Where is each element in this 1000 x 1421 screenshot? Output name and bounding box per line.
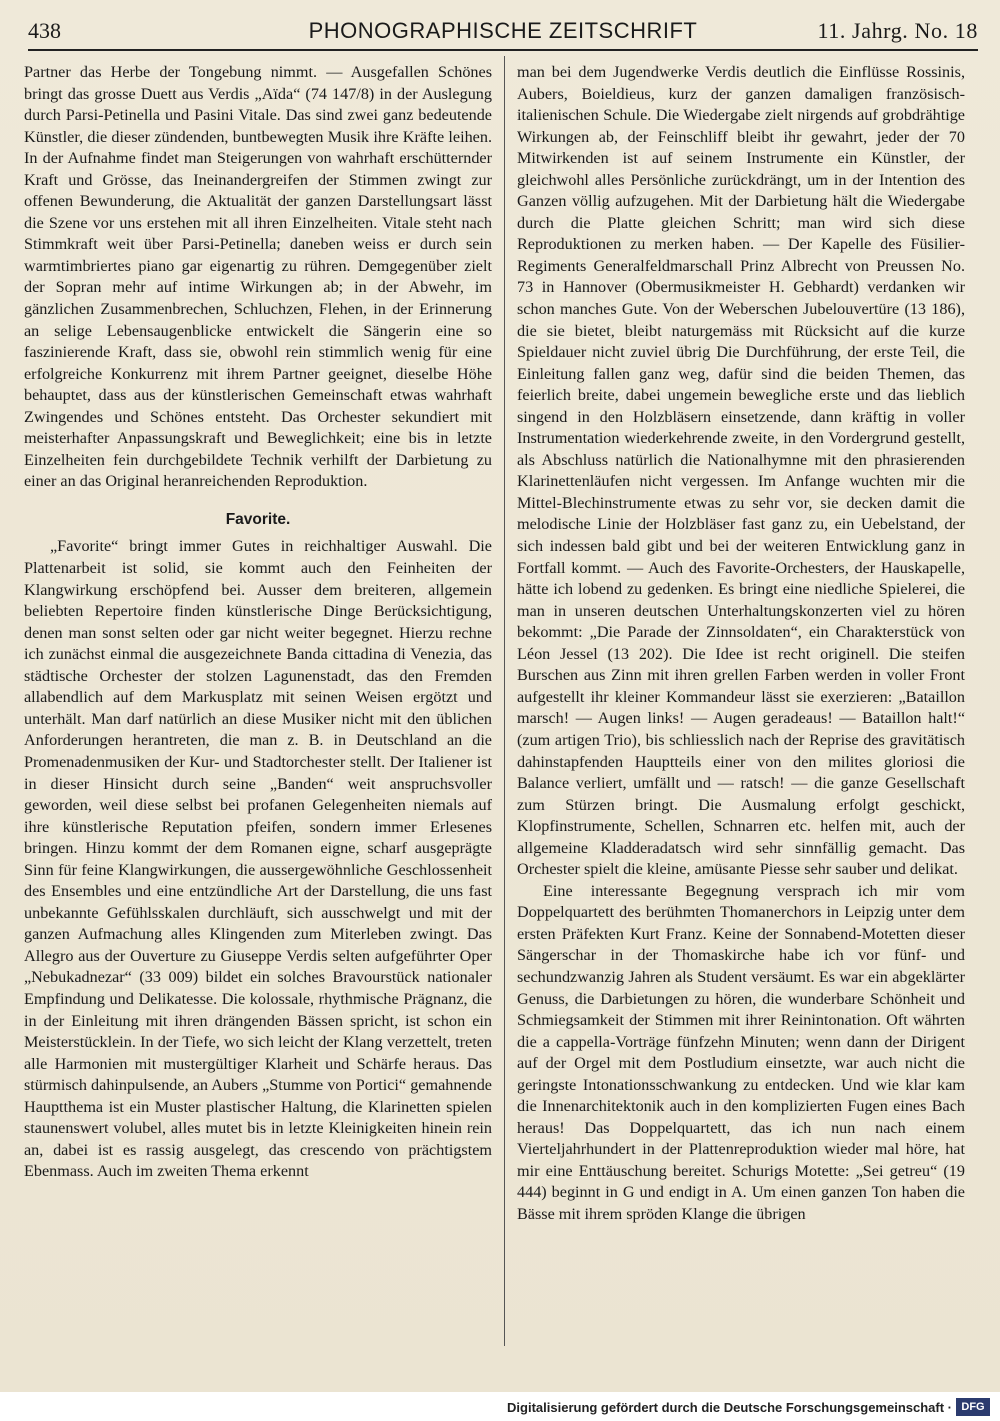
left-paragraph-2: „Favorite“ bringt immer Gutes in reichhaltiger Auswahl. Die Plattenarbeit ist solid, sie kommt auch den Feinheiten der Klangwirkung erschöpfend bei. Ausser dem breiteren, allgemein beliebten Repertoire finden künstlerische Dinge Berücksichtigung, denen man sonst selten oder gar nicht weiter begegnet. Hierzu rechne ich zunächst einmal die ausgezeichnete Banda cittadina di Venezia, das städtische Orchester der stolzen Lagunenstadt, das den Fremden allabendlich auf dem Markusplatz mit seinen Weisen ergötzt und unterhält. Man darf natürlich an diese Musiker nicht mit den üblichen Anforderungen herantreten, die man z. B. in Deutschland an die Promenadenmusiken der Kur- und Stadtorchester stellt. Der Italiener ist in dieser Hinsicht durch seine „Banden“ weit anspruchsvoller geworden, weil diese selbst bei profanen Gelegenheiten niemals auf ihre künstlerische Reputation pfeifen, sondern immer Erlesenes bringen. Hinzu kommt der dem Romanen eigne, scharf ausgeprägte Sinn für feine Klangwirkungen, die aussergewöhnliche Geschlossenheit des Ensembles und eine entzündliche Art der Darstellung, die uns fast unbekannte Gefühlsskalen durchläuft, sich ausschwelgt und mit der ganzen Aufmachung alles Klingenden zum Miterleben zwingt. Das Allegro aus der Ouverture zu Giuseppe Verdis selten aufgeführter Oper „Nebukadnezar“ (33 009) bildet ein solches Bravourstück nationaler Empfindung und Delikatesse. Die kolossale, rhythmische Prägnanz, die in der Einleitung mit ihren drängenden Bässen spricht, ist schon ein Meisterstücklein. In der Tiefe, wo sich leicht der Klang verzettelt, treten alle Harmonien mit mustergültiger Klarheit und Schärfe heraus. Das stürmisch dahinpulsende, an Aubers „Stumme von Portici“ gemahnende Hauptthema ist ein Muster plastischer Haltung, die Klarinetten spielen staunenswert volubel, alles mutet bis in letzte Kleinigkeiten hinein rein an, dabei ist es rassig ausgelegt, das crescendo von prächtigstem Ebenmass. Auch im zweiten Thema erkennt xyxy=(24,537,492,1181)
issue-info: 11. Jahrg. No. 18 xyxy=(817,18,978,43)
footer-credit: Digitalisierung gefördert durch die Deutsche Forschungsgemeinschaft · xyxy=(507,1400,952,1415)
right-paragraph-2: Eine interessante Begegnung versprach ich mir vom Doppelquartett des berühmten Thomanerchors in Leipzig unter dem ersten Präfekten Kurt Franz. Keine der Sonnabend-Motetten dieser Sängerschar in der Thomaskirche habe ich vor fünf- und sechundzwanzig Jahren als Student versäumt. Es war ein abgeklärter Genuss, die Darbietungen zu hören, die wunderbare Schönheit und Schmiegsamkeit der Stimmen mit ihrer Reinintonation. Oft währten die a cappella-Vorträge fünfzehn Minuten; wenn dann der Dirigent auf der Orgel mit dem Postludium einsetzte, war auch nicht die geringste Intonationsschwankung zu entdecken. Und wie klar kam die Innenarchitektonik auch in den komplizierten Fugen eines Bach heraus! Das Doppelquartett, das ich nun nach einem Vierteljahrhundert in der Plattenreproduktion wieder mal höre, hat mir eine Enttäuschung bereitet. Schurigs Motette: „Sei getreu“ (19 444) beginnt in G und endigt in A. Um einen ganzen Ton haben die Bässe mit ihrem spröden Klange die übrigen xyxy=(517,881,965,1223)
left-paragraph-1: Partner das Herbe der Tongebung nimmt. — Ausgefallen Schönes bringt das grosse Duett aus Verdis „Aïda“ (74 147/8) in der Auslegung durch Parsi-Petinella und Pasini Vitale. Das sind zwei ganz bedeutende Künstler, die dieser zündenden, buntbewegten Musik ihre Kräfte leihen. In der Aufnahme findet man Steigerungen von wahrhaft erschütternder Kraft und Grösse, das Ineinandergreifen der Stimmen zwingt zur offenen Bewunderung, die Aktualität der ganzen Darstellungsart lässt die Szene vor uns erstehen mit all ihren Einzelheiten. Vitale steht nach Stimmkraft weit über Parsi-Petinella; daneben weiss er durch sein warmtimbriertes piano gar eigenartig zu rühren. Demgegenüber zielt der Sopran mehr auf intime Wirkungen ab; in der Abwehr, im gänzlichen Zusammenbrechen, Schluchzen, Flehen, in der Erinnerung an selige Lebensaugenblicke entwickelt die Sängerin eine so faszinierende Kraft, dass sie, obwohl rein stimmlich wenig für eine erfolgreiche Konkurrenz mit ihrem Partner geeignet, dieselbe Höhe behauptet, dass aus der künstlerischen Gemeinschaft etwas wahrhaft Zwingendes und Schönes entsteht. Das Orchester sekundiert mit meisterhafter Anpassungskraft und Beweglichkeit; eine bis in letzte Einzelheiten fein durchgebildete Technik verhilft der Darbietung zu einer an das Original heranreichenden Reproduktion. xyxy=(24,63,492,491)
page-number: 438 xyxy=(28,18,61,43)
page-header xyxy=(28,18,978,50)
left-column xyxy=(24,62,492,1183)
header-rule xyxy=(28,49,978,51)
dfg-logo: DFG xyxy=(956,1398,990,1416)
column-divider xyxy=(504,56,505,1346)
section-heading-favorite: Favorite. xyxy=(225,510,291,528)
right-paragraph-1: man bei dem Jugendwerke Verdis deutlich die Einflüsse Rossinis, Aubers, Boieldieus, kurz der ganzen damaligen französisch-italienischen Schule. Die Wiedergabe zielt nirgends auf grobdrähtige Wirkungen ab, der Feinschliff bleibt ihr gewahrt, jeder der 70 Mitwirkenden ist auf seinem Instrumente ein Künstler, der gleichwohl alles Persönliche zurückdrängt, um in der Intention des Ganzen völlig aufzugehen. Mit der Darbietung hält die Wiedergabe durch die Platte gleichen Schritt; man wird sich diese Reproduktionen zu merken haben. — Der Kapelle des Füsilier-Regiments Generalfeldmarschall Prinz Albrecht von Preussen No. 73 in Hannover (Obermusikmeister H. Gebhardt) verdanken wir schon manches Gute. Von der Weberschen Jubelouvertüre (13 186), die sie bietet, bleibt naturgemäss mit Rücksicht auf die kurze Spieldauer nicht zuviel übrig Die Durchführung, der erste Teil, die Einleitung fallen ganz weg, dafür sind die beiden Themen, das feierlich breite, dabei ungemein bewegliche erste und das lieblich singend in den Holzbläsern einsetzende, dann kräftig in voller Instrumentation wiederkehrende zweite, in den Vordergrund gestellt, als Abschluss natürlich die Nationalhymne mit den phrasierenden Klarinettenläufen nicht vergessen. Im Anfange wuchten mir die Mittel-Blechinstrumente etwas zu sehr vor, sie decken damit die melodische Linie der Holzbläser fast ganz zu, ein Uebelstand, der sich indessen bald gibt und bei der weiteren Entwicklung ganz in Fortfall kommt. — Auch des Favorite-Orchesters, der Hauskapelle, hätte ich lobend zu gedenken. Es bringt eine niedliche Spielerei, die man in unseren deutschen Unterhaltungskonzerten viel zu hören bekommt: „Die Parade der Zinnsoldaten“, ein Charakterstück von Léon Jessel (13 202). Die Idee ist recht originell. Die steifen Burschen aus Zinn mit ihren grellen Farben werden in voller Front aufgestellt ihr kleiner Kommandeur lässt sie exerzieren: „Bataillon marsch! — Augen links! — Augen geradeaus! — Bataillon halt!“ (zum artigen Trio), bis schliesslich nach der Reprise des gravitätisch dahinstapfenden Hauptteils einer von den milites gloriosi die Balance verliert, umfällt und — ratsch! — die ganze Gesellschaft zum Stürzen bringt. Die Ausmalung erfolgt geschickt, Klopfinstrumente, Schellen, Schnarren etc. helfen mit, auch der allgemeine Kladderadatsch wird sehr sinnfällig gemacht. Das Orchester spielt die kleine, amüsante Piesse sehr sauber und delikat. xyxy=(517,63,965,879)
digitization-footer xyxy=(0,1392,1000,1421)
right-column xyxy=(517,62,965,1226)
journal-title: PHONOGRAPHISCHE ZEITSCHRIFT xyxy=(308,18,698,43)
